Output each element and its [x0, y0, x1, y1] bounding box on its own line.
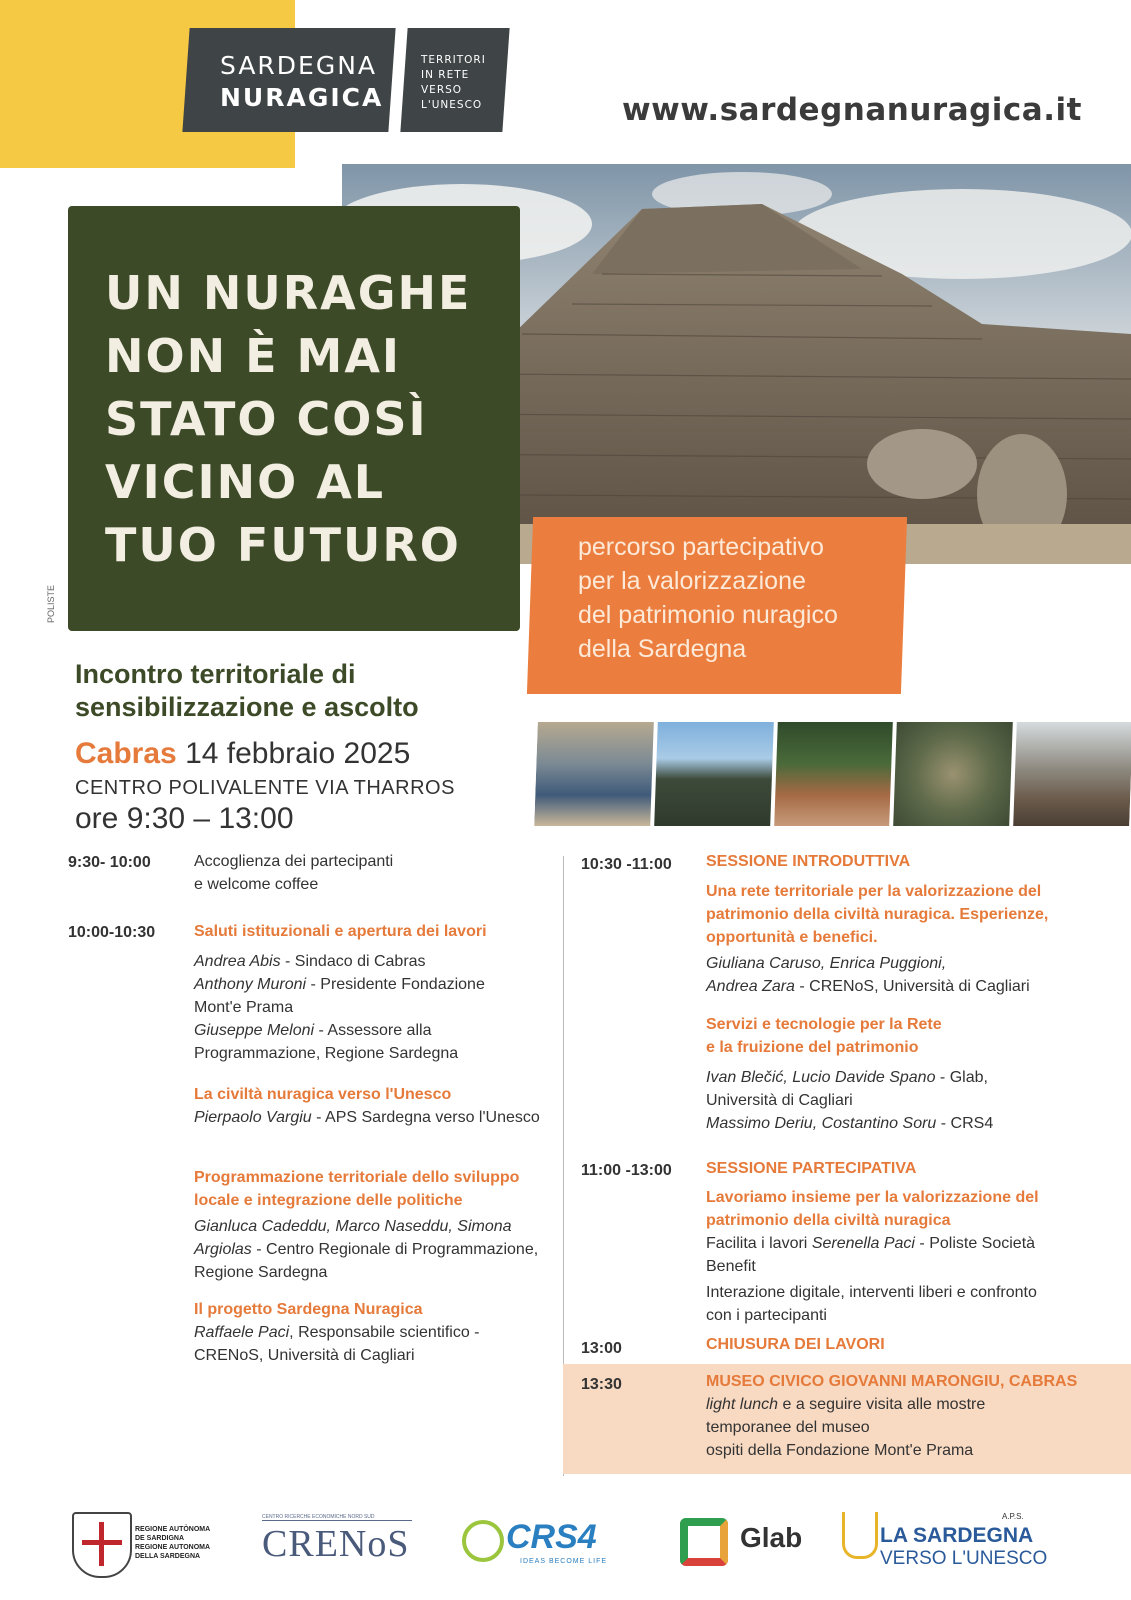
event-day: 14 febbraio 2025: [185, 737, 411, 770]
photo-hikers: [774, 722, 893, 826]
poliste-credit: POLISTE: [46, 584, 56, 623]
event-subtitle: Incontro territoriale di sensibilizzazione e ascolto: [75, 659, 419, 722]
facilitator: Facilita i lavori Serenella Paci - Poliste Società Benefit: [706, 1235, 1036, 1275]
time-slot: 10:00-10:30: [68, 924, 156, 941]
website-link[interactable]: www.sardegnanuragica.it: [622, 92, 1082, 128]
program-heading: Una rete territoriale per la valorizzazione del patrimonio della civiltà nuragica. Esperienze, opportunità e benefici.: [706, 883, 1049, 946]
session-title: SESSIONE PARTECIPATIVA: [706, 1160, 917, 1177]
speaker-list: Gianluca Cadeddu, Marco Naseddu, Simona Argiolas - Centro Regionale di Programmazione, Regione Sardegna: [194, 1218, 539, 1281]
museum-title: MUSEO CIVICO GIOVANNI MARONGIU, CABRAS: [706, 1373, 1078, 1390]
speaker-list: Giuliana Caruso, Enrica Puggioni, Andrea Zara - CRENoS, Università di Cagliari: [706, 955, 1030, 995]
closing-title: CHIUSURA DEI LAVORI: [706, 1336, 885, 1353]
event-city: Cabras: [75, 737, 177, 770]
time-slot: 13:30: [581, 1376, 622, 1393]
photo-strip: [534, 722, 1131, 826]
crenos-logo: CRENoS: [262, 1523, 410, 1565]
photo-aerial: [894, 722, 1013, 826]
program-heading: Saluti istituzionali e apertura dei lavori: [194, 923, 487, 940]
logo-side-text: TERRITORI IN RETE VERSO L'UNESCO: [421, 54, 486, 111]
time-slot: 10:30 -11:00: [581, 856, 672, 873]
crenos-tagline: CENTRO RICERCHE ECONOMICHE NORD SUD: [262, 1514, 412, 1521]
time-slot: 13:00: [581, 1340, 622, 1357]
event-date: [75, 737, 410, 771]
program-item: Accoglienza dei partecipanti e welcome coffee: [194, 853, 394, 893]
program-heading: Lavoriamo insieme per la valorizzazione del patrimonio della civiltà nuragica: [706, 1189, 1039, 1229]
crs4-tagline: IDEAS BECOME LIFE: [520, 1558, 608, 1565]
time-slot: 9:30- 10:00: [68, 854, 151, 871]
main-title: UN NURAGHE NON È MAI STATO COSÌ VICINO AL TUO FUTURO: [105, 266, 472, 572]
interaction-note: Interazione digitale, interventi liberi e confronto con i partecipanti: [706, 1284, 1037, 1324]
session-title: SESSIONE INTRODUTTIVA: [706, 853, 911, 870]
unesco-horns-icon: [842, 1512, 878, 1559]
ras-crest-icon: [72, 1512, 132, 1578]
program-heading: Servizi e tecnologie per la Rete e la fruizione del patrimonio: [706, 1016, 942, 1056]
program-heading: Programmazione territoriale dello sviluppo locale e integrazione delle politiche: [194, 1169, 520, 1209]
unesco-aps: A.P.S.: [1002, 1512, 1024, 1521]
event-hours: ore 9:30 – 13:00: [75, 802, 294, 835]
logo-main-text: SARDEGNA NURAGICA: [220, 51, 384, 112]
glab-logo: Glab: [740, 1522, 803, 1553]
speaker-list: Pierpaolo Vargiu - APS Sardegna verso l'Unesco: [194, 1109, 540, 1126]
speaker-list: Raffaele Paci, Responsabile scientifico - CRENoS, Università di Cagliari: [194, 1324, 480, 1364]
photo-museum: [1013, 722, 1131, 826]
lunch-info: light lunch e a seguire visita alle mostre temporanee del museo ospiti della Fondazione Mont'e Prama: [706, 1396, 986, 1459]
speaker-list: Andrea Abis - Sindaco di Cabras Anthony Muroni - Presidente Fondazione Mont'e Prama Giuseppe Meloni - Assessore alla Programmazione, Regione Sardegna: [194, 953, 485, 1062]
unesco-logo-line2: VERSO L'UNESCO: [880, 1548, 1048, 1569]
footer-logos: [0, 1500, 1131, 1600]
crs4-icon: [462, 1520, 504, 1562]
photo-hills: [654, 722, 773, 826]
time-slot: 11:00 -13:00: [581, 1162, 672, 1179]
unesco-logo-line1: LA SARDEGNA: [880, 1524, 1034, 1547]
photo-child: [534, 722, 653, 826]
crs4-logo: CRS4: [506, 1518, 597, 1556]
orange-panel-text: percorso partecipativo per la valorizzazione del patrimonio nuragico della Sardegna: [578, 533, 838, 663]
ras-text: REGIONE AUTÒNOMA DE SARDIGNA REGIONE AUTONOMA DELLA SARDEGNA: [135, 1526, 211, 1560]
speaker-list: Ivan Blečić, Lucio Davide Spano - Glab, Università di Cagliari Massimo Deriu, Costantino Soru - CRS4: [706, 1069, 994, 1132]
event-venue: CENTRO POLIVALENTE VIA THARROS: [75, 777, 455, 799]
program-heading: Il progetto Sardegna Nuragica: [194, 1301, 423, 1318]
program-heading: La civiltà nuragica verso l'Unesco: [194, 1086, 452, 1103]
glab-icon: [680, 1518, 728, 1566]
